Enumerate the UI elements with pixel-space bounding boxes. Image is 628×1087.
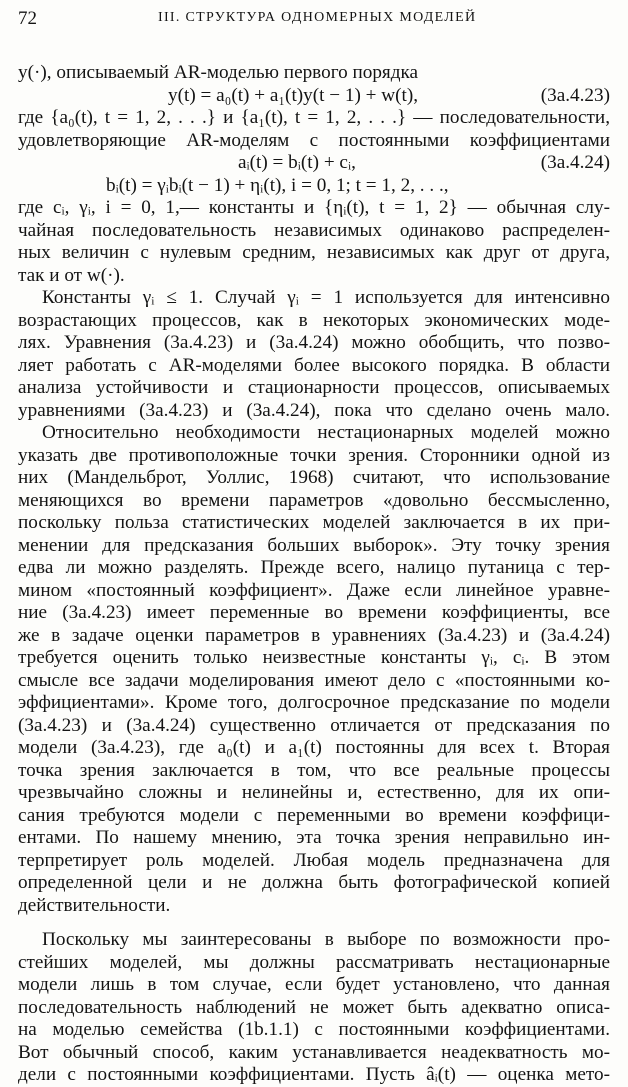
text-line: (3a.4.23) и (3a.4.24) существенно отличается от предсказания по [18,714,610,736]
text-line: смысле все задачи моделирования имеют дело с «постоянными ко- [18,669,610,691]
text-line: меняющихся во времени параметров «довольно бессмысленно, [18,489,610,511]
equation-number: (3a.4.24) [540,152,610,173]
text-line: чрезвычайно сложны и нелинейны и, естественно, для их опи- [18,782,610,803]
equation-line [18,175,610,198]
text-line: эффициентами». Кроме того, долгосрочное предсказание по модели [18,692,610,713]
text-line: ляет работать с AR-моделями более высокого порядка. В области [18,354,610,376]
text-line: так и от w(·). [18,264,125,286]
text-line: определенной цели и не должна быть фотографической копией [18,872,610,893]
text-body [18,62,610,1087]
text-line: где {a₀(t), t = 1, 2, . . .} и {a₁(t), t = 1, 2, . . .} — последовательности, [18,107,610,128]
text-line: Вот обычный способ, каким устанавливается неадекватность мо- [18,1041,610,1063]
text-line: терпретирует роль моделей. Любая модель предназначена для [18,849,610,871]
text-line: модели (3a.4.23), где a₀(t) и a₁(t) постоянны для всех t. Вторая [18,737,610,758]
text-line: поскольку польза статистических моделей заключается в их при- [18,512,610,533]
paragraph-gap [18,917,610,929]
text-line: где cᵢ, γᵢ, i = 0, 1,— константы и {ηᵢ(t), t = 1, 2} — обычная слу- [18,197,610,218]
text-line: точка зрения заключается в том, что все реальные процессы [18,759,610,781]
text-line: сания требуются модели с переменными во времени коэффици- [18,804,610,826]
text-line: стейших моделей, мы должны рассматривать нестационарные [18,951,610,973]
text-line: лях. Уравнения (3a.4.23) и (3a.4.24) можно обобщить, что позво- [18,332,610,353]
text-line: последовательность наблюдений не может быть адекватно описа- [18,996,610,1018]
text-line: чайная последовательность независимых одинаково распределен- [18,219,610,241]
text-line: менении для предсказания больших выборок». Эту точку зрения [18,534,610,556]
running-head: III. СТРУКТУРА ОДНОМЕРНЫХ МОДЕЛЕЙ [158,10,477,25]
text-line: Поскольку мы заинтересованы в выборе по возможности про- [42,929,610,950]
text-line: же в задаче оценки параметров в уравнениях (3a.4.23) и (3a.4.24) [18,624,610,646]
text-line: уравнениями (3a.4.23) и (3a.4.24), пока что сделано очень мало. [18,399,610,421]
text-line: дели с постоянными коэффициентами. Пусть âᵢ(t) — оценка мето- [18,1064,610,1085]
text-line: мином «постоянный коэффициент». Даже если линейное уравне- [18,579,610,601]
text-line: возрастающих процессов, как в некоторых экономических моде- [18,309,610,331]
equation-line [18,152,610,175]
text-line: указать две противоположные точки зрения. Сторонники одной из [18,444,610,466]
text-line: на моделью семейства (1b.1.1) с постоянными коэффициентами. [18,1019,610,1040]
page-number: 72 [18,8,37,29]
page-header [18,8,610,32]
text-line: них (Мандельброт, Уоллис, 1968) считают, что использование [18,467,610,488]
equation-expression: y(t) = a₀(t) + a₁(t)y(t − 1) + w(t), [168,84,419,106]
text-line: модели лишь в том случае, если будет установлено, что данная [18,974,610,995]
text-line: ентами. По нашему мнению, эта точка зрения неправильно ин- [18,827,610,848]
equation-expression: aᵢ(t) = bᵢ(t) + cᵢ, [238,152,356,173]
text-line: ных величин с нулевым средним, независимых как друг от друга, [18,242,610,263]
text-line: действительности. [18,894,171,916]
text-line: удовлетворяющие AR-моделям с постоянными коэффициентами [18,129,610,151]
text-line: Константы γᵢ ≤ 1. Случай γᵢ = 1 используется для интенсивно [42,287,610,308]
text-line: едва ли можно разделять. Прежде всего, налицо путаница с тер- [18,557,610,578]
equation-number: (3a.4.23) [540,84,610,106]
equation-expression: bᵢ(t) = γᵢbᵢ(t − 1) + ηᵢ(t), i = 0, 1; t = 1, 2, . . ., [106,174,449,196]
text-line: анализа устойчивости и стационарности процессов, описываемых [18,377,610,398]
equation-line [18,85,610,108]
text-line: требуется оценить только неизвестные константы γᵢ, cᵢ. В этом [18,647,610,668]
text-line: y(·), описываемый AR-моделью первого порядка [18,62,419,83]
text-line: ние (3a.4.23) имеет переменные во времени коэффициенты, все [18,602,610,623]
text-line: Относительно необходимости нестационарных моделей можно [42,422,610,443]
